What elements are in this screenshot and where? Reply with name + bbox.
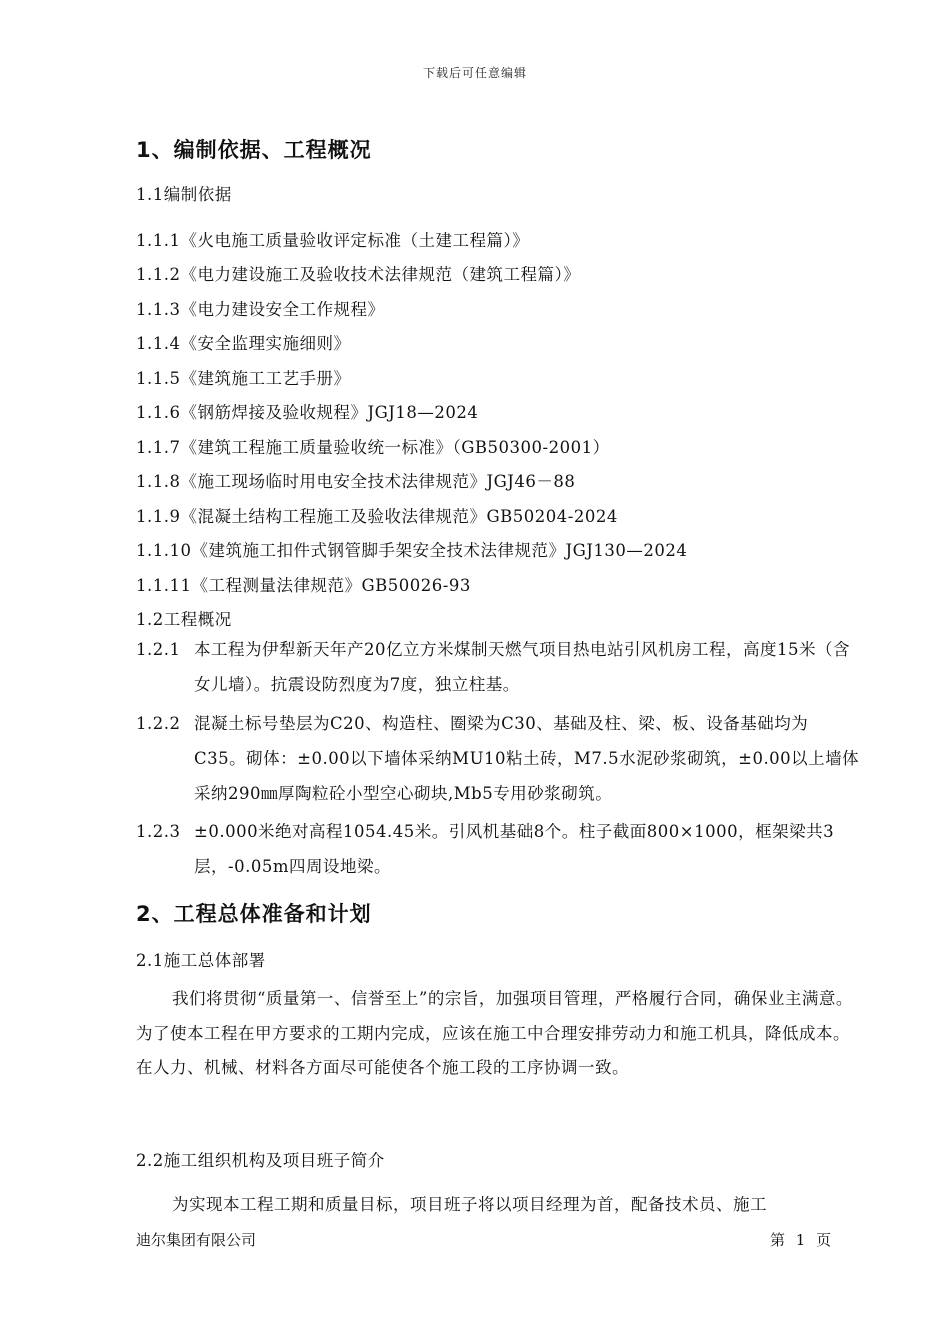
overview-item-1-2-2 xyxy=(136,706,860,811)
paragraph-2-1: 我们将贯彻“质量第一、信誉至上”的宗旨，加强项目管理，严格履行合同，确保业主满意。为了使本工程在甲方要求的工期内完成，应该在施工中合理安排劳动力和施工机具，降低成本。在人力、机械、材料各方面尽可能使各个施工段的工序协调一致。 xyxy=(136,989,853,1077)
item-number: 1.2.3 xyxy=(136,822,181,841)
item-text: 混凝土标号垫层为C20、构造柱、圈梁为C30、基础及柱、梁、板、设备基础均为C35。砌体：±0.00以下墙体采纳MU10粘土砖，M7.5水泥砂浆砌筑，±0.00以上墙体采纳290㎜厚陶粒砼小型空心砌块,Mb5专用砂浆砌筑。 xyxy=(194,714,860,803)
reference-item: 1.1.11《工程测量法律规范》GB50026-93 xyxy=(136,576,471,595)
reference-item: 1.1.1《火电施工质量验收评定标准（土建工程篇）》 xyxy=(136,231,530,250)
reference-item: 1.1.7《建筑工程施工质量验收统一标准》（GB50300-2001） xyxy=(136,438,610,457)
reference-item: 1.1.3《电力建设安全工作规程》 xyxy=(136,300,385,319)
subsection-1-1-title: 1.1编制依据 xyxy=(136,185,232,204)
section-1-title: 1、编制依据、工程概况 xyxy=(136,138,372,162)
reference-item: 1.1.6《钢筋焊接及验收规程》JGJ18—2024 xyxy=(136,403,479,422)
paragraph-2-2: 为实现本工程工期和质量目标，项目班子将以项目经理为首，配备技术员、施工 xyxy=(172,1195,767,1214)
reference-item: 1.1.9《混凝土结构工程施工及验收法律规范》GB50204-2024 xyxy=(136,507,618,526)
footer-company: 迪尔集团有限公司 xyxy=(136,1231,257,1249)
reference-item: 1.1.4《安全监理实施细则》 xyxy=(136,334,351,353)
reference-item: 1.1.10《建筑施工扣件式钢管脚手架安全技术法律规范》JGJ130—2024 xyxy=(136,541,688,560)
overview-item-1-2-3 xyxy=(136,814,860,884)
section-2-title: 2、工程总体准备和计划 xyxy=(136,902,372,926)
footer-page-number: 第 1 页 xyxy=(770,1231,832,1249)
reference-item: 1.1.5《建筑施工工艺手册》 xyxy=(136,369,351,388)
subsection-1-2-title: 1.2工程概况 xyxy=(136,610,232,629)
item-number: 1.2.1 xyxy=(136,640,181,659)
reference-item: 1.1.2《电力建设施工及验收技术法律规范（建筑工程篇）》 xyxy=(136,265,581,284)
subsection-2-1-title: 2.1施工总体部署 xyxy=(136,951,266,970)
item-number: 1.2.2 xyxy=(136,714,181,733)
item-text: ±0.000米绝对高程1054.45米。引风机基础8个。柱子截面800×1000，框架梁共3层，-0.05m四周设地梁。 xyxy=(194,822,835,876)
reference-item: 1.1.8《施工现场临时用电安全技术法律规范》JGJ46－88 xyxy=(136,472,576,491)
item-text: 本工程为伊犁新天年产20亿立方米煤制天燃气项目热电站引风机房工程，高度15米（含女儿墙）。抗震设防烈度为7度，独立柱基。 xyxy=(194,640,850,694)
page-header: 下载后可任意编辑 xyxy=(422,66,527,80)
subsection-2-2-title: 2.2施工组织机构及项目班子简介 xyxy=(136,1151,385,1170)
overview-item-1-2-1 xyxy=(136,632,860,702)
